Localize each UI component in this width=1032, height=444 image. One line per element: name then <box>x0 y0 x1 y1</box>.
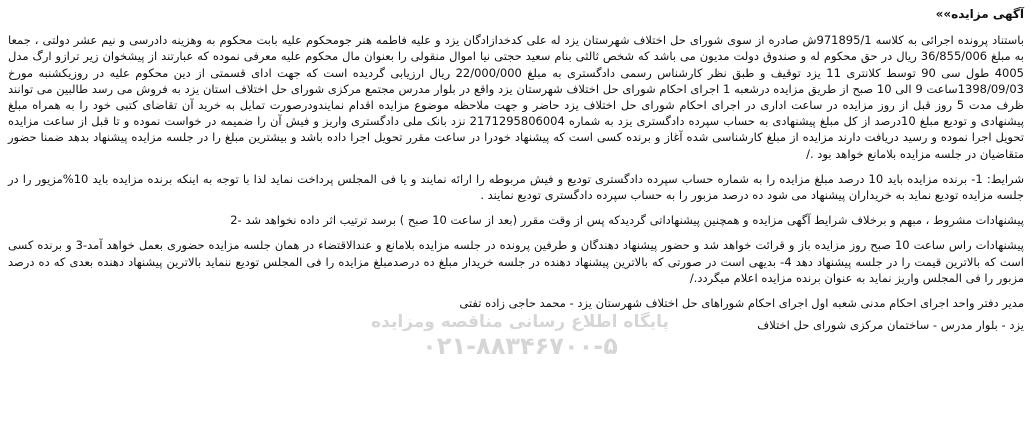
watermark-site-name: پایگاه اطلاع رسانی مناقصه ومزایده <box>371 312 669 332</box>
signature-officer: مدیر دفتر واحد اجرای احکام مدنی شعبه اول اجرای احکام شوراهای حل اختلاف شهرستان یزد - محمد حاجی زاده تفتی <box>459 296 1024 311</box>
conditions-paragraph-3: پیشنهادات راس ساعت 10 صبح روز مزایده باز و قرائت خواهد شد و حضور پیشنهاد دهندگان و طرفین پرونده در جلسه مزایده بلامانع و عندالاقتضاء در همان جلسه مزایده حضوری بعمل خواهد آمد-3 و برنده کسی است که بالاترین قیمت را در جلسه پیشنهاد دهد 4- بدیهی است در صورتی که بالاترین پیشنهاد دهنده در جلسه خریدار مبلغ ده درصدمبلغ مزایده را فی المجلس تودیع ننماید بالاترین پیشنهاد دهنده بعدی که ده درصد مزبور را فی المجلس واریز نماید به عنوان برنده مزایده اعلام میگردد./ <box>8 238 1024 285</box>
conditions-paragraph: شرایط: 1- برنده مزایده باید 10 درصد مبلغ مزایده را به شماره حساب سپرده دادگستری تودیع و فیش مربوطه را ارائه نمایند و یا فی المجلس پرداخت نماید لذا با توجه به اینکه برنده مزایده باید 10%مزیور را در جلسه مزایده تودیع نماید به خریداران پیشنهاد می شود ده درصد مزبور را به حساب سپرده دادگستری تودیع نمایند . <box>8 171 1024 203</box>
notice-body-paragraph: باستناد پرونده اجرائی به کلاسه 971895/1ش صادره از سوی شورای حل اختلاف شهرستان یزد له علی کدخدازادگان یزد و علیه فاطمه هنر جومحکوم علیه بابت محکوم به وهزینه دادرسی و نیم عشر دولتی ، جمعا به مبلغ 36/855/006 ریال در حق محکوم له و صندوق دولت مدیون می باشد که شخص ثالثی بنام سعید حجتی نیا اموال منقولی را بعنوان مال محکوم علیه معرفی نموده که عبارتند از پیشخوان زیر ترازو ارگ مدل 4005 طول سی 90 توسط کلانتری 11 یزد توقیف و طبق نظر کارشناس رسمی دادگستری به مبلغ 22/000/000 ریال ارزیابی گردیده است که جهت ادای قسمتی از دین محکوم علیه در روزیکشنبه مورخ 1398/09/03ساعت 9 الی 10 صبح از طریق مزایده درشعبه 1 اجرای احکام شورای حل اختلاف شهرستان یزد واقع در بلوار مدرس مجتمع مرکزی شورای حل اختلاف استان یزد به فروش می رسد طالبین می توانند ظرف مدت 5 روز قبل از روز مزایده در ساعت اداری در اجرای احکام شورای حل اختلاف یزد حاضر و جهت ملاحظه موضوع مزایده اقدام نمایندودرصورت تمایل به خرید آن تقاضای کتبی خود را به همراه مبلغ پیشنهادی و تودیع مبلغ 10درصد از کل مبلغ پیشنهادی به حساب سپرده دادگستری یزد به شماره 2171295806004 نزد بانک ملی دادگستری واریز و فیش آن را ضمیمه در خواست نموده و تا قبل از ساعت مزایده تحویل اجرا نموده و رسید دریافت دارند مزایده از مبلغ کارشناسی شده آغاز و برنده کسی است که پیشنهاد خودرا در ساعت مقرر تحویل اجرا داده باشد و بیشترین مبلغ را در جلسه مزایده پیشنهاد بدهد ضمنا حضور متقاضیان در جلسه مزایده بلامانع خواهد بود ./ <box>8 33 1024 161</box>
watermark-phone: ۰۲۱-۸۸۳۴۶۷۰۰-۵ <box>422 332 618 360</box>
signature-block <box>8 295 1024 333</box>
conditions-paragraph-2: پیشنهادات مشروط ، مبهم و برخلاف شرایط آگهی مزایده و همچنین پیشنهاداتی گردیدکه پس از وقت مقرر (بعد از ساعت 10 صبح ) برسد ترتیب اثر داده نخواهد شد -2 <box>230 213 1024 228</box>
signature-address: یزد - بلوار مدرس - ساختمان مرکزی شورای حل اختلاف <box>757 318 1024 333</box>
notice-title: آگهی مزایده»» <box>935 7 1024 21</box>
notice-document <box>8 6 1024 339</box>
